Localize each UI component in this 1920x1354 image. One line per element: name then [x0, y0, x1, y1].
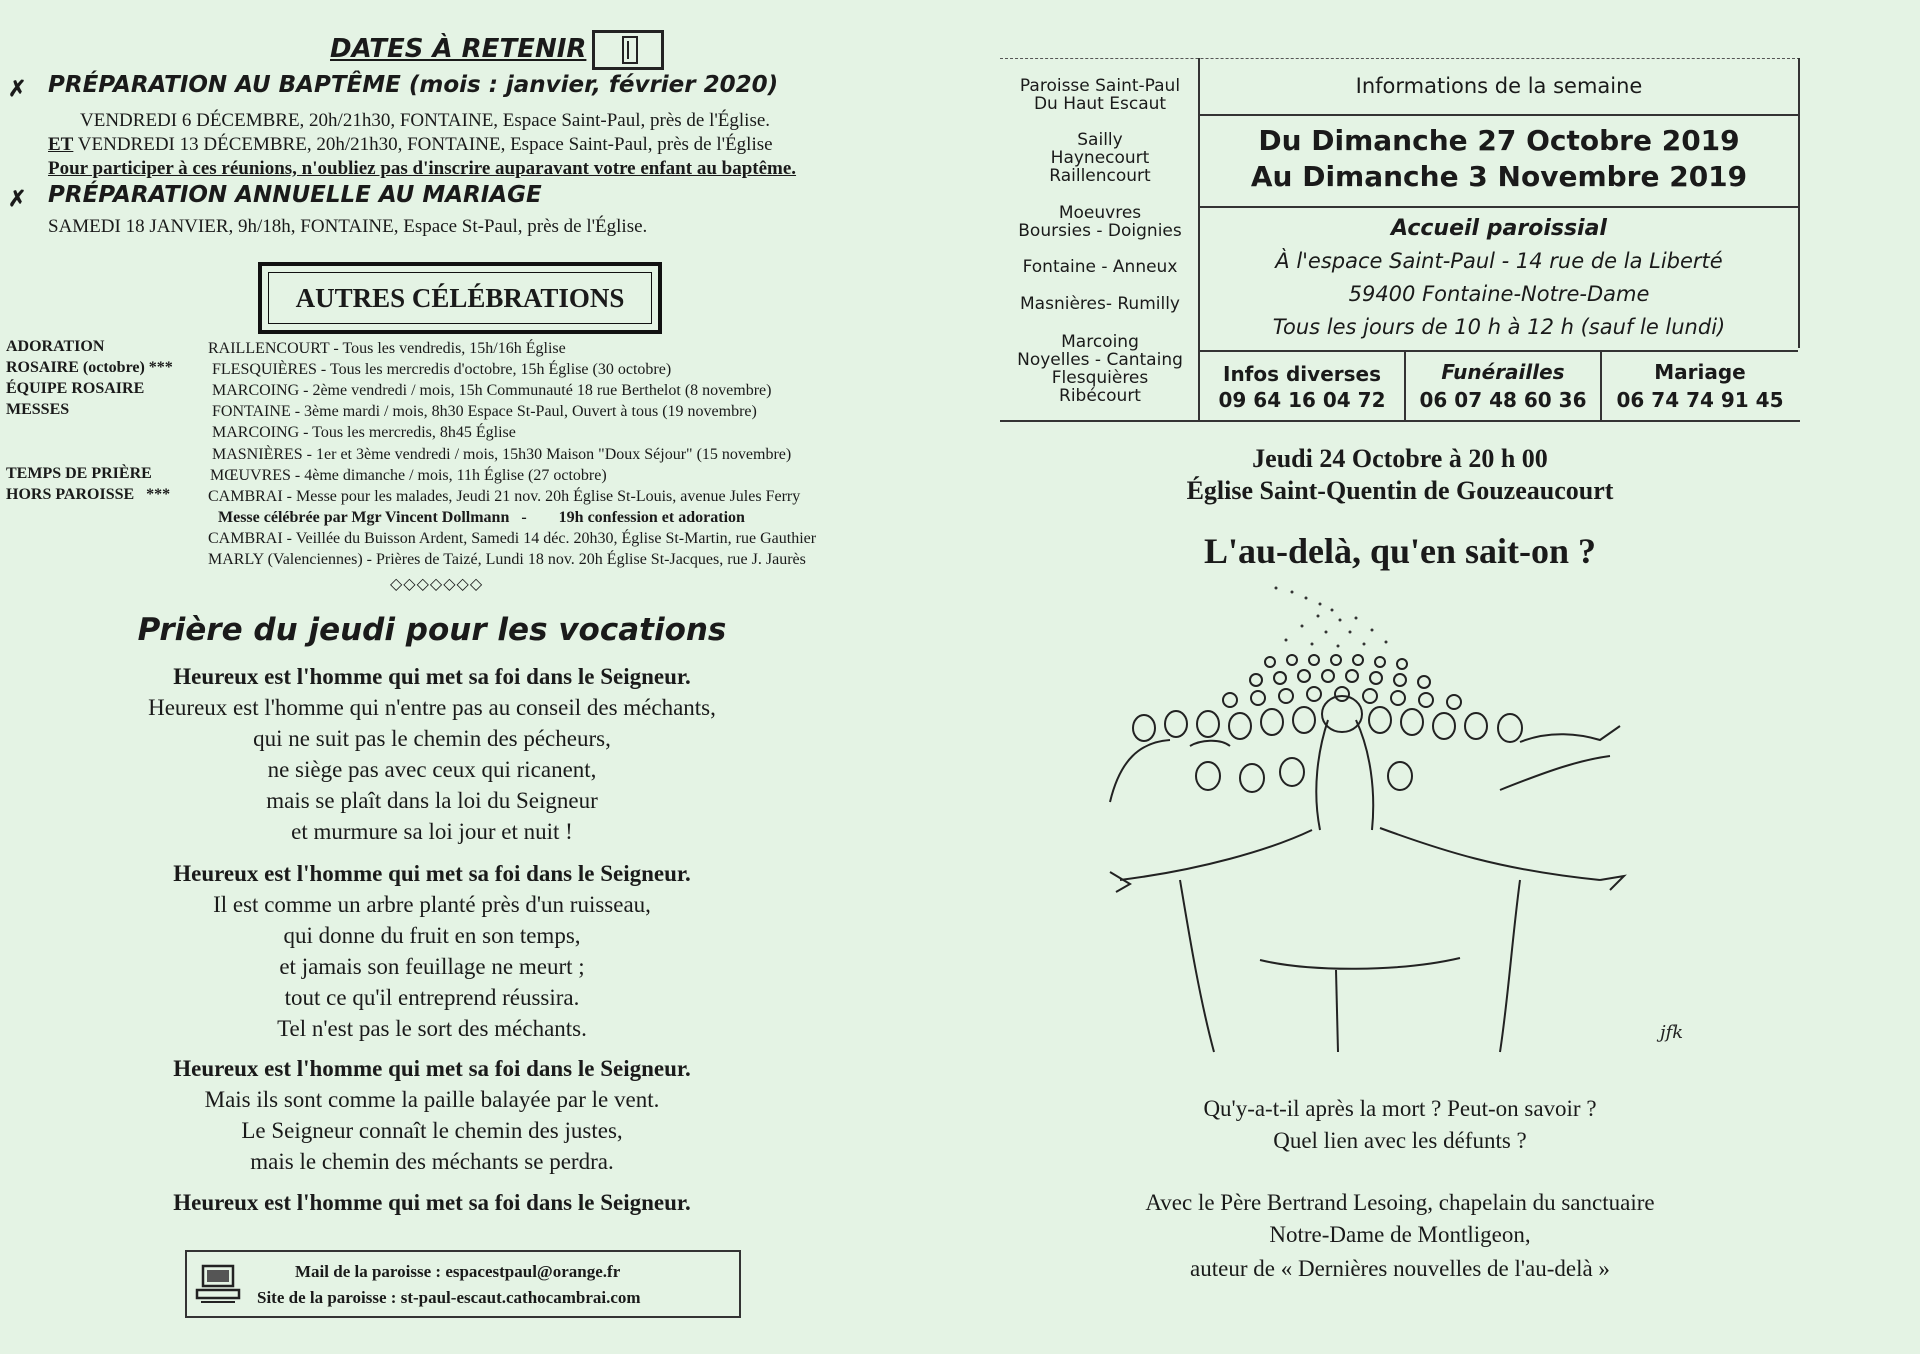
accueil-line: Tous les jours de 10 h à 12 h (sauf le lundi) — [1272, 315, 1726, 339]
conference-speaker: Notre-Dame de Montligeon, — [1269, 1222, 1531, 1247]
bapteme-marker: ✗ — [8, 76, 27, 101]
contact-label-mariage: Mariage — [1654, 360, 1746, 384]
celebration-row: MARCOING - 2ème vendredi / mois, 15h Communauté 18 rue Berthelot (8 novembre) — [212, 382, 772, 399]
celebration-row: FLESQUIÈRES - Tous les mercredis d'octobre, 15h Église (30 octobre) — [212, 361, 672, 378]
paroisse-villages: Moeuvres Boursies - Doignies — [1018, 203, 1182, 241]
paroisse-name: Paroisse Saint-Paul Du Haut Escaut — [1019, 76, 1181, 114]
psalm-line: Le Seigneur connaît le chemin des justes, — [241, 1118, 623, 1143]
label-messes: MESSES — [6, 401, 70, 418]
refrain: Heureux est l'homme qui met sa foi dans le Seigneur. — [173, 664, 691, 689]
paroisse-villages: Marcoing Noyelles - Cantaing Flesquières Ribécourt — [1017, 332, 1183, 406]
contact-label-infos: Infos diverses — [1223, 362, 1381, 386]
label-hors-paroisse: HORS PAROISSE *** — [6, 486, 171, 503]
psalm-line: ne siège pas avec ceux qui ricanent, — [267, 757, 597, 782]
celebration-row: MARCOING - Tous les mercredis, 8h45 Église — [212, 424, 516, 441]
psalm-line: Heureux est l'homme qui n'entre pas au conseil des méchants, — [148, 695, 716, 720]
psalm-line: Mais ils sont comme la paille balayée par le vent. — [204, 1087, 660, 1112]
psalm-line: et murmure sa loi jour et nuit ! — [291, 819, 573, 844]
info-title: Informations de la semaine — [1355, 74, 1643, 98]
mariage-line-1: SAMEDI 18 JANVIER, 9h/18h, FONTAINE, Espace St-Paul, près de l'Église. — [48, 216, 648, 237]
psalm-line: Il est comme un arbre planté près d'un ruisseau, — [213, 892, 651, 917]
contact-site: Site de la paroisse : st-paul-escaut.cathocambrai.com — [257, 1288, 641, 1307]
accueil-line: 59400 Fontaine-Notre-Dame — [1348, 282, 1650, 306]
contact-box — [185, 1250, 741, 1318]
celebration-row: CAMBRAI - Veillée du Buisson Ardent, Samedi 14 déc. 20h30, Église St-Martin, rue Gauthier — [208, 530, 817, 547]
psalm-line: qui donne du fruit en son temps, — [283, 923, 581, 948]
celebrations-divider: ◇◇◇◇◇◇◇ — [390, 574, 484, 593]
celebration-row: RAILLENCOURT - Tous les vendredis, 15h/16h Église — [208, 340, 566, 357]
contact-phone-mariage: 06 74 74 91 45 — [1616, 388, 1784, 412]
bapteme-et: ET — [48, 134, 74, 155]
bapteme-line-2-text: VENDREDI 13 DÉCEMBRE, 20h/21h30, FONTAINE, Espace Saint-Paul, près de l'Église — [73, 134, 773, 155]
conference-speaker: auteur de « Dernières nouvelles de l'au-delà » — [1190, 1256, 1610, 1281]
psalm-line: mais le chemin des méchants se perdra. — [250, 1149, 614, 1174]
psalm-line: tout ce qu'il entreprend réussira. — [284, 985, 580, 1010]
calendar-icon — [592, 30, 664, 70]
celebration-row: MASNIÈRES - 1er et 3ème vendredi / mois, 15h30 Maison "Doux Séjour" (15 novembre) — [212, 446, 792, 463]
accueil-line: À l'espace Saint-Paul - 14 rue de la Liberté — [1275, 249, 1723, 273]
christ-crowd-illustration — [1080, 580, 1720, 1060]
label-temps-priere: TEMPS DE PRIÈRE — [6, 465, 152, 482]
label-equipe-rosaire: ÉQUIPE ROSAIRE — [6, 380, 145, 397]
refrain: Heureux est l'homme qui met sa foi dans le Seigneur. — [173, 1056, 691, 1081]
conference-date: Jeudi 24 Octobre à 20 h 00 — [1252, 444, 1548, 473]
conference-question: Quel lien avec les défunts ? — [1273, 1128, 1527, 1153]
contact-label-funerailles: Funérailles — [1441, 360, 1565, 384]
celebration-row: CAMBRAI - Messe pour les malades, Jeudi 21 nov. 20h Église St-Louis, avenue Jules Ferry — [208, 488, 801, 505]
refrain: Heureux est l'homme qui met sa foi dans le Seigneur. — [173, 1190, 691, 1215]
autres-celebrations-box — [258, 262, 662, 334]
paroisse-villages: Masnières- Rumilly — [1020, 294, 1180, 314]
mariage-marker: ✗ — [8, 186, 27, 211]
conference-speaker: Avec le Père Bertrand Lesoing, chapelain du sanctuaire — [1145, 1190, 1655, 1215]
psalm-line: et jamais son feuillage ne meurt ; — [279, 954, 585, 979]
bapteme-line-3: Pour participer à ces réunions, n'oubliez pas d'inscrire auparavant votre enfant au baptême. — [48, 158, 797, 179]
psalm-line: qui ne suit pas le chemin des pécheurs, — [253, 726, 611, 751]
psalm-line: Tel n'est pas le sort des méchants. — [277, 1016, 587, 1041]
conference-place: Église Saint-Quentin de Gouzeaucourt — [1186, 476, 1614, 505]
accueil-title: Accueil paroissial — [1391, 216, 1607, 241]
bapteme-heading: PRÉPARATION AU BAPTÊME (mois : janvier, février 2020) — [48, 72, 779, 98]
celebration-row: MARLY (Valenciennes) - Prières de Taizé, Lundi 18 nov. 20h Église St-Jacques, rue J. Jaurès — [208, 551, 806, 568]
bapteme-line-1: VENDREDI 6 DÉCEMBRE, 20h/21h30, FONTAINE, Espace Saint-Paul, près de l'Église. — [80, 110, 771, 131]
contact-phone-funerailles: 06 07 48 60 36 — [1419, 388, 1587, 412]
date-from: Du Dimanche 27 Octobre 2019 — [1258, 124, 1740, 157]
celebration-row: MŒUVRES - 4ème dimanche / mois, 11h Église (27 octobre) — [210, 467, 607, 484]
bapteme-line-2 — [48, 134, 773, 156]
autres-celebrations-title: AUTRES CÉLÉBRATIONS — [268, 272, 652, 324]
illustration-signature: jfk — [1660, 1022, 1684, 1043]
label-rosaire: ROSAIRE (octobre) *** — [6, 359, 173, 376]
conference-question: Qu'y-a-t-il après la mort ? Peut-on savoir ? — [1203, 1096, 1597, 1121]
celebration-row: FONTAINE - 3ème mardi / mois, 8h30 Espace St-Paul, Ouvert à tous (19 novembre) — [212, 403, 757, 420]
conference-title: L'au-delà, qu'en sait-on ? — [1203, 531, 1597, 571]
contact-phone-infos: 09 64 16 04 72 — [1218, 388, 1386, 412]
label-adoration: ADORATION — [6, 338, 105, 355]
paroisse-villages: Sailly Haynecourt Raillencourt — [1049, 130, 1151, 186]
paroisse-villages: Fontaine - Anneux — [1022, 257, 1178, 277]
mariage-heading: PRÉPARATION ANNUELLE AU MARIAGE — [48, 182, 542, 208]
date-to: Au Dimanche 3 Novembre 2019 — [1250, 160, 1748, 193]
priere-title: Prière du jeudi pour les vocations — [137, 612, 727, 648]
dates-title: DATES À RETENIR — [330, 34, 587, 64]
computer-icon — [195, 1262, 241, 1306]
celebration-row: Messe célébrée par Mgr Vincent Dollmann - 19h confession et adoration — [218, 509, 745, 526]
refrain: Heureux est l'homme qui met sa foi dans le Seigneur. — [173, 861, 691, 886]
psalm-line: mais se plaît dans la loi du Seigneur — [266, 788, 598, 813]
contact-mail: Mail de la paroisse : espacestpaul@orange.fr — [295, 1262, 621, 1281]
